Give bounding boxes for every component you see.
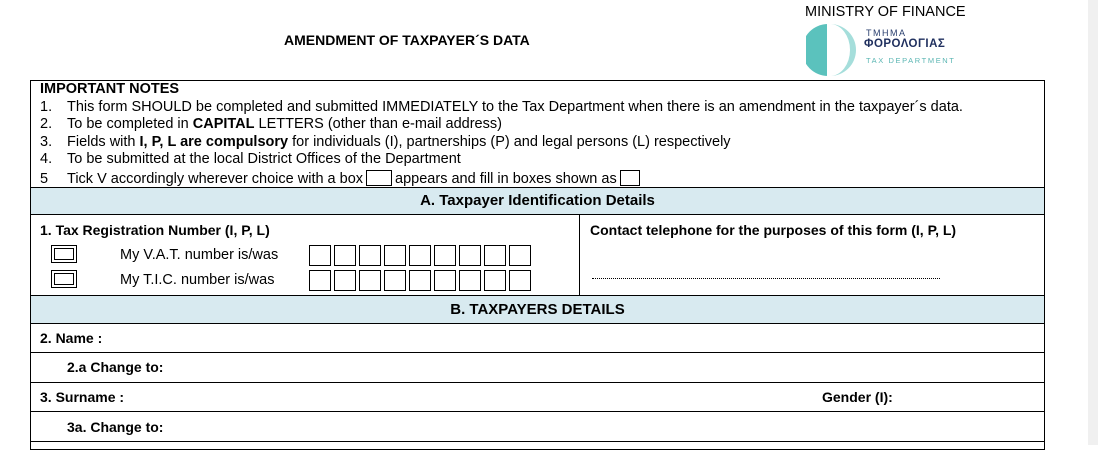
note-item: 4. To be submitted at the local District Offices of the Department bbox=[40, 151, 461, 167]
contact-telephone-field[interactable] bbox=[592, 268, 940, 279]
scrollbar-track[interactable] bbox=[1088, 0, 1098, 445]
section-b-header: B. TAXPAYERS DETAILS bbox=[31, 295, 1044, 324]
note-item: 3. Fields with I, P, L are compulsory for individuals (I), partnerships (P) and legal persons (L) respectively bbox=[40, 134, 731, 150]
logo-text-tax-department: TAX DEPARTMENT bbox=[866, 56, 956, 65]
note-item: 5 Tick V accordingly wherever choice with a box appears and fill in boxes shown as bbox=[40, 170, 643, 187]
vat-checkbox[interactable] bbox=[51, 245, 77, 263]
tic-checkbox[interactable] bbox=[51, 270, 77, 288]
row-divider bbox=[31, 382, 1044, 383]
surname-label: 3. Surname : bbox=[40, 389, 125, 405]
row-divider bbox=[31, 352, 1044, 353]
name-label: 2. Name : bbox=[40, 330, 103, 346]
tic-label: My T.I.C. number is/was bbox=[120, 272, 275, 288]
logo-text-tmima: ΤΜΗΜΑ bbox=[866, 28, 907, 38]
section-a-header: A. Taxpayer Identification Details bbox=[31, 187, 1044, 215]
example-fill-box bbox=[620, 170, 640, 186]
gender-label: Gender (I): bbox=[822, 389, 893, 405]
row-divider bbox=[31, 411, 1044, 412]
tic-number-boxes[interactable] bbox=[309, 270, 534, 291]
section-a-divider bbox=[579, 215, 580, 295]
vat-number-boxes[interactable] bbox=[309, 245, 534, 266]
surname-change-label: 3a. Change to: bbox=[67, 419, 164, 435]
row-divider bbox=[31, 441, 1044, 442]
name-change-label: 2.a Change to: bbox=[67, 359, 164, 375]
notes-title: IMPORTANT NOTES bbox=[40, 81, 180, 97]
ministry-name: MINISTRY OF FINANCE bbox=[805, 4, 966, 20]
example-checkbox bbox=[366, 170, 392, 186]
logo-text-forologias: ΦΟΡΟΛΟΓΙΑΣ bbox=[864, 38, 946, 50]
note-item: 2. To be completed in CAPITAL LETTERS (other than e-mail address) bbox=[40, 116, 502, 132]
vat-label: My V.A.T. number is/was bbox=[120, 247, 279, 263]
contact-telephone-label: Contact telephone for the purposes of this form (I, P, L) bbox=[590, 222, 957, 238]
tax-reg-label: 1. Tax Registration Number (I, P, L) bbox=[40, 222, 270, 238]
form-title: AMENDMENT OF TAXPAYER´S DATA bbox=[284, 32, 530, 48]
note-item: 1. This form SHOULD be completed and submitted IMMEDIATELY to the Tax Department when there is an amendment in the taxpayer´s data. bbox=[40, 99, 963, 115]
